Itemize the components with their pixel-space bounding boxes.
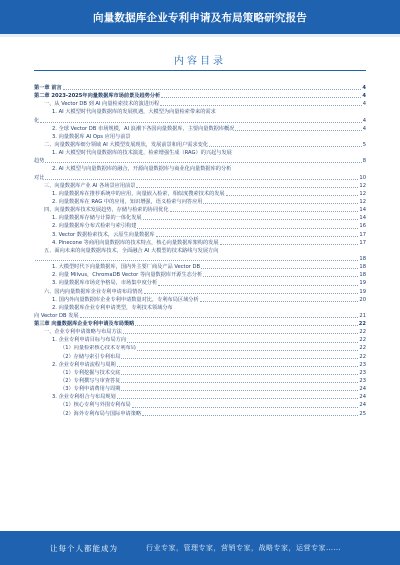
toc-entry-title: 一、从 Vector DB 到 AI 向量检索技术的演进历程	[44, 101, 160, 108]
toc-dot-leader	[121, 390, 358, 391]
footer-slogan: 让每个人都能成为	[50, 543, 118, 553]
toc-entry[interactable]	[34, 84, 366, 92]
toc-entry-title: 1. 企业专利申请目标与布局方向	[52, 337, 127, 344]
toc-entry[interactable]	[34, 288, 366, 296]
toc-entry-page: 24	[359, 402, 366, 409]
toc-entry-page: 8	[362, 158, 366, 165]
toc-entry-page: 20	[359, 296, 366, 303]
toc-dot-leader	[203, 276, 358, 277]
toc-entry-title: 趋势	[34, 158, 45, 165]
toc-entry-page: 10	[359, 174, 366, 181]
toc-entry-page: 14	[359, 215, 366, 222]
report-header	[0, 0, 400, 34]
toc-entry-page: 16	[359, 223, 366, 230]
toc-entry[interactable]	[34, 222, 366, 230]
toc-entry-title: 3. 向量数据库 AI Ops 应用与前景	[52, 133, 131, 140]
toc-entry[interactable]	[34, 385, 366, 393]
toc-entry-page: 23	[359, 361, 366, 368]
report-footer	[0, 531, 400, 565]
toc-entry-title: 第三章 向量数据库企业专利申请及布局策略	[34, 321, 135, 328]
toc-entry-page: 23	[359, 378, 366, 385]
toc-entry-title: 2. 向量数据库分布式检索与索引构建	[52, 223, 137, 230]
toc-entry-title: 2. 向量数据库在 RAG 中的应用，知识增强，语义检索与问答应用	[52, 198, 203, 205]
toc-entry-title: 化	[34, 117, 40, 124]
toc-dot-leader	[137, 350, 358, 351]
toc-entry[interactable]	[34, 255, 366, 263]
toc-dot-leader	[143, 219, 359, 220]
toc-heading-divider	[34, 70, 366, 71]
toc-entry[interactable]	[34, 133, 366, 141]
toc-dot-leader	[220, 244, 359, 245]
toc-dot-leader	[80, 317, 359, 318]
toc-dot-leader	[142, 415, 358, 416]
toc-dot-leader	[40, 122, 361, 123]
toc-dot-leader	[235, 130, 361, 131]
toc-entry-title: 3. 企业专利组合与布局规划	[52, 394, 116, 401]
toc-dot-leader	[45, 179, 358, 180]
toc-dot-leader	[117, 398, 359, 399]
toc-entry-title: （1）向量检索核心技术专利布局	[60, 345, 136, 352]
toc-dot-leader	[35, 260, 358, 261]
toc-dot-leader	[45, 162, 361, 163]
toc-entry-page: 24	[359, 394, 366, 401]
toc-entry-title: 2. AI 大模型与向量数据库的融合，开源向量数据库与商业化向量数据库的分析	[52, 166, 232, 173]
toc-entry[interactable]	[34, 206, 366, 214]
toc-entry-page: 24	[359, 386, 366, 393]
toc-entry[interactable]	[34, 320, 366, 328]
toc-dot-leader	[200, 301, 359, 302]
toc-dot-leader	[121, 374, 358, 375]
toc-entry[interactable]	[34, 247, 366, 255]
toc-entry-title: 第二章 2023-2025年向量数据库市场前景及趋势分析	[34, 93, 161, 100]
toc-entry-page: 18	[359, 255, 366, 262]
toc-entry-title: 一、企业专利申请策略与布局方法	[44, 329, 122, 336]
toc-entry-title: 2. 向量数据库企业专利申请类型，专利技术领域分布	[52, 304, 173, 311]
toc-entry-title: 五、面向未来的向量数据库技术，全面融合 AI 大模型的技术路线与发展方向	[44, 247, 219, 254]
toc-entry-title: 1. 大模型时代下向量数据库，国内外主要厂商及产品 Vector DB	[52, 264, 201, 271]
toc-entry-title: 二、向量数据库细分领域 AI 大模型发展现状，发展前景和用户需求变化	[44, 141, 209, 148]
toc-entry-page: 17	[359, 231, 366, 238]
toc-entry-title: 对比	[34, 174, 45, 181]
toc-entry-page: 12	[359, 190, 366, 197]
toc-dot-leader	[170, 211, 359, 212]
toc-dot-leader	[135, 325, 357, 326]
toc-entry-title: 1. 国内外向量数据库企业专利申请数量对比，专利布局区域分析	[52, 296, 199, 303]
toc-entry[interactable]	[34, 239, 366, 247]
toc-entry-title: 2. 全球 Vector DB 市场规模，AI 浪潮下各国向量数据库，主要向量数据库概况	[52, 125, 235, 132]
toc-entry[interactable]	[34, 353, 366, 361]
toc-entry-page: 22	[358, 321, 366, 328]
toc-entry[interactable]	[34, 198, 366, 206]
toc-dot-leader	[121, 358, 358, 359]
toc-entry[interactable]	[34, 369, 366, 377]
toc-dot-leader	[203, 203, 358, 204]
toc-dot-leader	[160, 105, 361, 106]
toc-entry[interactable]	[34, 328, 366, 336]
report-title: 向量数据库企业专利申请及布局策略研究报告	[93, 11, 307, 24]
toc-entry-page: 14	[359, 207, 366, 214]
toc-entry-page: 18	[359, 272, 366, 279]
toc-entry-title: 1. AI 大模型时代向量数据库的发展机遇，大模型为向量检索带来的需求	[52, 109, 216, 116]
toc-entry[interactable]	[34, 165, 366, 173]
toc-entry[interactable]	[34, 336, 366, 344]
toc-dot-leader	[132, 407, 359, 408]
toc-entry[interactable]	[34, 190, 366, 198]
toc-entry[interactable]	[34, 312, 366, 320]
toc-entry[interactable]	[34, 345, 366, 353]
toc-entry-title: （2）存储与索引专利布局	[60, 353, 121, 360]
toc-dot-leader	[201, 268, 358, 269]
toc-dot-leader	[127, 342, 358, 343]
toc-entry-title: 4. Pinecone 等商用向量数据库的技术特点，核心向量数据库架构的发展	[52, 239, 219, 246]
toc-entry[interactable]	[34, 393, 366, 401]
toc-dot-leader	[63, 89, 362, 90]
toc-entry-title: 1. 向量数据库在推荐系统中的应用，向量嵌入检索，相似度搜索技术的发展	[52, 190, 225, 197]
toc-entry[interactable]	[34, 271, 366, 279]
toc-entry[interactable]	[34, 410, 366, 418]
toc-entry-title: （1）核心专利与外围专利布局	[60, 402, 131, 409]
toc-entry-title: （3）专利申请费用与周期	[60, 386, 121, 393]
toc-entry[interactable]	[34, 296, 366, 304]
toc-entry[interactable]	[34, 149, 366, 157]
toc-entry[interactable]	[34, 263, 366, 271]
toc-entry-page: 12	[359, 198, 366, 205]
toc-entry-page: 4	[362, 101, 366, 108]
toc-entry-page: 4	[362, 125, 366, 132]
toc-entry-page: 4	[362, 93, 366, 100]
toc-entry-title: 三、向量数据库产业 AI 各场景应用前景	[44, 182, 136, 189]
toc-entry-title: 3. Vector 数据检索技术，云原生向量数据库	[52, 231, 155, 238]
toc-dot-leader	[137, 228, 358, 229]
toc-entry-title: 向 Vector DB 发展	[34, 312, 79, 319]
toc-entry-page: 4	[362, 84, 366, 91]
toc-entry[interactable]	[34, 125, 366, 133]
toc-heading: 内容目录	[174, 56, 226, 67]
toc-entry-page: 5	[362, 141, 366, 148]
toc-entry-title: （2）海外专利布局与国际申请策略	[60, 410, 142, 417]
toc-entry-page: 17	[359, 239, 366, 246]
toc-entry[interactable]	[34, 157, 366, 165]
toc-entry[interactable]	[34, 108, 366, 116]
toc-entry[interactable]	[34, 92, 366, 100]
toc-entry-page: 22	[359, 353, 366, 360]
toc-entry-title: 1. AI 大模型时代向量数据库的技术演进，检索增强生成（RAG）的兴起与发展	[52, 150, 232, 157]
toc-entry-page: 25	[359, 410, 366, 417]
toc-entry-title: 2. 向量 Milvus，ChromaDB Vector 等向量数据库开源生态分析	[52, 272, 203, 279]
toc-entry-page: 12	[359, 182, 366, 189]
toc-entry-page: 18	[359, 264, 366, 271]
footer-roles: 行业专家，管理专家，营销专家，战略专家，运营专家……	[146, 544, 341, 552]
toc-entry[interactable]	[34, 279, 366, 287]
toc-entry[interactable]	[34, 182, 366, 190]
toc-dot-leader	[156, 236, 359, 237]
toc-dot-leader	[158, 285, 358, 286]
toc-entry-page: 22	[359, 337, 366, 344]
toc-entry-page: 23	[359, 369, 366, 376]
toc-entry-title: 第一章 前言	[34, 84, 62, 91]
toc-entry-title: 2. 企业专利申请流程与周期	[52, 361, 116, 368]
toc-entry-page: 21	[359, 312, 366, 319]
toc-entry[interactable]	[34, 361, 366, 369]
toc-entry-page: 19	[359, 280, 366, 287]
toc-dot-leader	[117, 366, 359, 367]
toc-entry-title: 1. 向量数据库存储与计算的一体化发展	[52, 215, 142, 222]
toc-entry-title: 六、国内向量数据库企业专利申请布局情况	[44, 288, 143, 295]
toc-entry-page: 22	[359, 329, 366, 336]
toc-entry[interactable]	[34, 214, 366, 222]
toc-entry-page: 22	[359, 345, 366, 352]
toc-entry-title: （1）专利挖掘与技术交底	[60, 369, 121, 376]
toc-entry[interactable]	[34, 401, 366, 409]
toc-entry[interactable]	[34, 100, 366, 108]
toc-dot-leader	[209, 146, 362, 147]
toc-dot-leader	[136, 187, 358, 188]
toc-dot-leader	[144, 293, 359, 294]
toc-entry[interactable]	[34, 377, 366, 385]
toc-dot-leader	[123, 333, 359, 334]
toc-dot-leader	[121, 382, 358, 383]
toc-entry[interactable]	[34, 141, 366, 149]
toc-entry[interactable]	[34, 117, 366, 125]
toc-entry-title: （2）专利撰写与审查答复	[60, 378, 121, 385]
toc-entry-title: 四、向量数据库技术发展趋势，存储与检索的协同优化	[44, 207, 169, 214]
toc-entry-page: 4	[362, 117, 366, 124]
table-of-contents	[34, 84, 366, 418]
header-accent-line	[0, 34, 400, 37]
toc-dot-leader	[226, 195, 359, 196]
toc-entry-page: 19	[359, 288, 366, 295]
toc-entry-title: 3. 向量数据库市场竞争格局，市场集中度分析	[52, 280, 158, 287]
toc-entry[interactable]	[34, 174, 366, 182]
toc-dot-leader	[161, 97, 361, 98]
toc-entry[interactable]	[34, 231, 366, 239]
toc-entry[interactable]	[34, 304, 366, 312]
